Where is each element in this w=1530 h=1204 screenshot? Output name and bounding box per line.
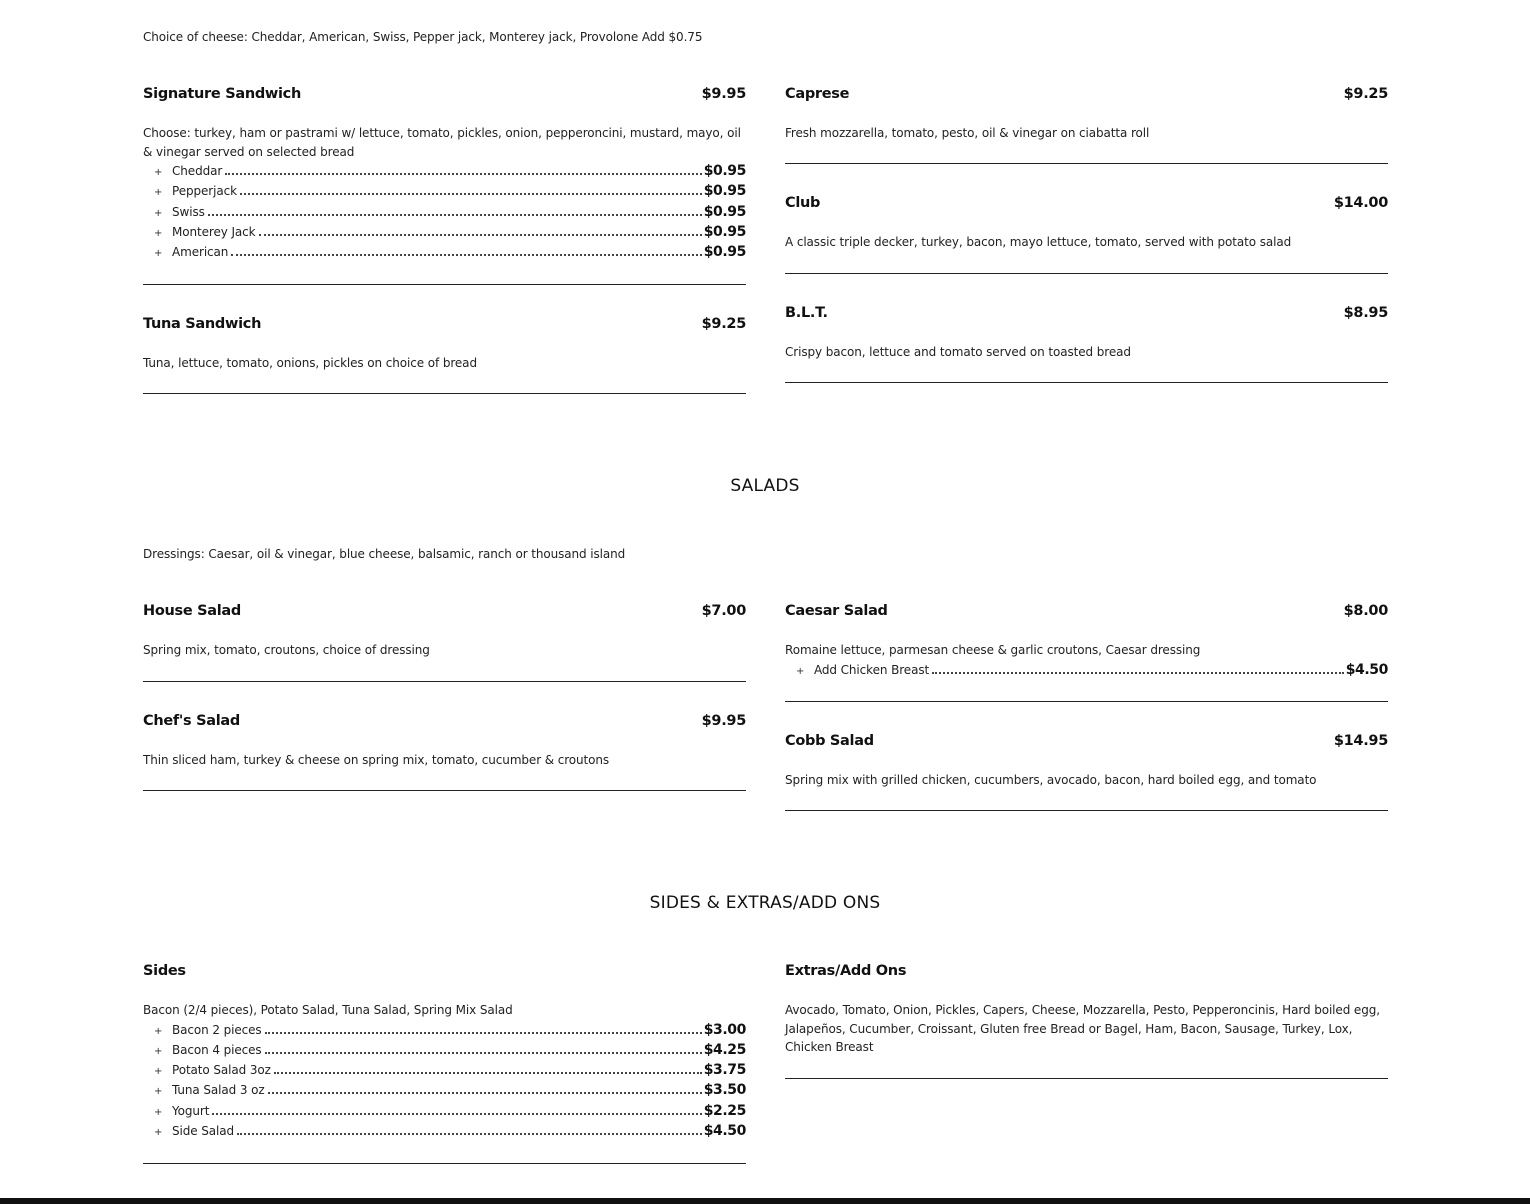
option-list (143, 163, 746, 264)
dot-leader (212, 1113, 701, 1115)
option-label: Swiss (172, 204, 205, 219)
option-label: Yogurt (172, 1103, 210, 1118)
dot-leader (274, 1072, 702, 1074)
plus-icon: + (154, 1106, 163, 1118)
option-price: $0.95 (703, 203, 746, 220)
option-price: $4.50 (1345, 661, 1388, 678)
option-price: $3.00 (703, 1021, 746, 1038)
item-divider (785, 163, 1388, 164)
item-divider (143, 681, 746, 682)
item-name: Club (785, 195, 821, 211)
option-price: $4.25 (703, 1041, 746, 1058)
option-price: $0.95 (703, 223, 746, 240)
item-description: Fresh mozzarella, tomato, pesto, oil & vinegar on ciabatta roll (785, 126, 1150, 140)
menu-item-tuna-sandwich (143, 316, 746, 373)
item-divider (143, 1163, 746, 1164)
dot-leader (265, 1052, 702, 1054)
item-description: Thin sliced ham, turkey & cheese on spring mix, tomato, cucumber & croutons (143, 753, 610, 767)
dot-leader (240, 193, 702, 195)
option-row (143, 1022, 746, 1042)
option-price: $4.50 (703, 1122, 746, 1139)
option-label: Side Salad (172, 1123, 235, 1138)
option-price: $3.75 (703, 1062, 746, 1079)
section-title-salads: SALADS (730, 476, 800, 496)
item-name: Signature Sandwich (143, 86, 302, 102)
item-price: $14.95 (1333, 733, 1388, 749)
option-row (143, 204, 746, 224)
menu-item-chefs-salad (143, 713, 746, 770)
option-label: Bacon 2 pieces (172, 1022, 262, 1037)
plus-icon: + (154, 167, 163, 178)
dot-leader (208, 214, 702, 216)
option-price: $2.25 (703, 1102, 746, 1119)
item-divider (143, 790, 746, 791)
item-description: Spring mix, tomato, croutons, choice of dressing (143, 643, 430, 657)
item-price: $9.25 (701, 316, 746, 332)
item-name: Caprese (785, 86, 850, 102)
item-divider (785, 701, 1388, 702)
item-description: Romaine lettuce, parmesan cheese & garlic croutons, Caesar dressing (785, 643, 1201, 657)
menu-item-caesar-salad (785, 603, 1388, 682)
item-description: Spring mix with grilled chicken, cucumbers, avocado, bacon, hard boiled egg, and tomato (785, 773, 1317, 787)
plus-icon: + (796, 665, 805, 677)
option-row (143, 1082, 746, 1102)
item-price: $9.25 (1343, 86, 1388, 102)
option-row (143, 244, 746, 264)
dot-leader (225, 173, 702, 175)
plus-icon: + (154, 207, 163, 219)
option-price: $0.95 (703, 183, 746, 200)
cheese-note: Choice of cheese: Cheddar, American, Swiss, Pepper jack, Monterey jack, Provolone Add $0.75 (143, 30, 703, 44)
dot-leader (268, 1092, 702, 1094)
option-label: Tuna Salad 3 oz (172, 1083, 265, 1098)
dot-leader (237, 1133, 702, 1135)
option-row (143, 183, 746, 203)
option-price: $3.50 (703, 1082, 746, 1099)
plus-icon: + (154, 1086, 163, 1098)
option-row (143, 224, 746, 244)
dot-leader (259, 234, 702, 236)
item-name: B.L.T. (785, 305, 828, 321)
option-row (143, 163, 746, 183)
menu-item-caprese (785, 86, 1388, 143)
item-price: $8.95 (1343, 305, 1388, 321)
dot-leader (265, 1032, 702, 1034)
option-label: Add Chicken Breast (814, 662, 930, 677)
item-description: Avocado, Tomato, Onion, Pickles, Capers, Cheese, Mozzarella, Pesto, Pepperoncinis, Hard boiled egg, Jalapeños, Cucumber, Croissant, Gluten free Bread or Bagel, Ham, Bacon, Sausage, Turkey, Lox, Chicken Breast (785, 1003, 1380, 1054)
menu-item-club (785, 195, 1388, 252)
option-label: Monterey Jack (172, 224, 256, 239)
menu-item-extras-add-ons (785, 963, 1388, 1057)
item-divider (785, 273, 1388, 274)
menu-item-blt (785, 305, 1388, 362)
item-price: $9.95 (701, 713, 746, 729)
menu-item-cobb-salad (785, 733, 1388, 790)
item-name: Cobb Salad (785, 733, 874, 749)
option-label: Pepperjack (172, 184, 237, 199)
item-name: Tuna Sandwich (143, 316, 262, 332)
plus-icon: + (154, 1025, 163, 1037)
item-name: Extras/Add Ons (785, 963, 907, 979)
item-price: $7.00 (701, 603, 746, 619)
plus-icon: + (154, 187, 163, 199)
plus-icon: + (154, 1045, 163, 1057)
option-row (785, 662, 1388, 682)
footer-bar (0, 1198, 1530, 1204)
section-title-sides-extras: SIDES & EXTRAS/ADD ONS (649, 893, 881, 913)
option-label: Potato Salad 3oz (172, 1063, 271, 1078)
plus-icon: + (154, 227, 163, 239)
item-description: Choose: turkey, ham or pastrami w/ lettuce, tomato, pickles, onion, pepperoncini, mustard, mayo, oil & vinegar served on selected bread (143, 126, 741, 159)
dressings-note: Dressings: Caesar, oil & vinegar, blue cheese, balsamic, ranch or thousand island (143, 547, 626, 561)
option-row (143, 1103, 746, 1123)
plus-icon: + (154, 1126, 163, 1138)
option-label: Cheddar (172, 164, 223, 178)
item-divider (143, 284, 746, 285)
item-description: Crispy bacon, lettuce and tomato served on toasted bread (785, 345, 1131, 359)
option-row (143, 1062, 746, 1082)
item-description: A classic triple decker, turkey, bacon, mayo lettuce, tomato, served with potato salad (785, 235, 1292, 249)
item-name: House Salad (143, 603, 241, 619)
item-price: $9.95 (701, 86, 746, 102)
option-price: $0.95 (703, 244, 746, 261)
option-list (143, 1022, 746, 1144)
item-price: $8.00 (1343, 603, 1388, 619)
option-label: Bacon 4 pieces (172, 1042, 262, 1057)
dot-leader (231, 254, 701, 256)
item-divider (785, 382, 1388, 383)
item-divider (143, 393, 746, 394)
menu-item-sides (143, 963, 746, 1143)
item-price: $14.00 (1333, 195, 1388, 211)
option-list (785, 662, 1388, 682)
dot-leader (932, 672, 1344, 674)
plus-icon: + (154, 248, 163, 260)
item-divider (785, 810, 1388, 811)
option-row (143, 1123, 746, 1143)
menu-item-house-salad (143, 603, 746, 660)
item-divider (785, 1078, 1388, 1079)
menu-item-signature-sandwich (143, 86, 746, 264)
item-name: Chef's Salad (143, 713, 240, 729)
item-name: Caesar Salad (785, 603, 888, 619)
option-label: American (172, 245, 229, 260)
item-name: Sides (143, 963, 186, 979)
plus-icon: + (154, 1066, 163, 1078)
option-price: $0.95 (703, 163, 746, 179)
option-row (143, 1042, 746, 1062)
item-description: Tuna, lettuce, tomato, onions, pickles on choice of bread (143, 356, 477, 370)
item-description: Bacon (2/4 pieces), Potato Salad, Tuna Salad, Spring Mix Salad (143, 1003, 513, 1017)
